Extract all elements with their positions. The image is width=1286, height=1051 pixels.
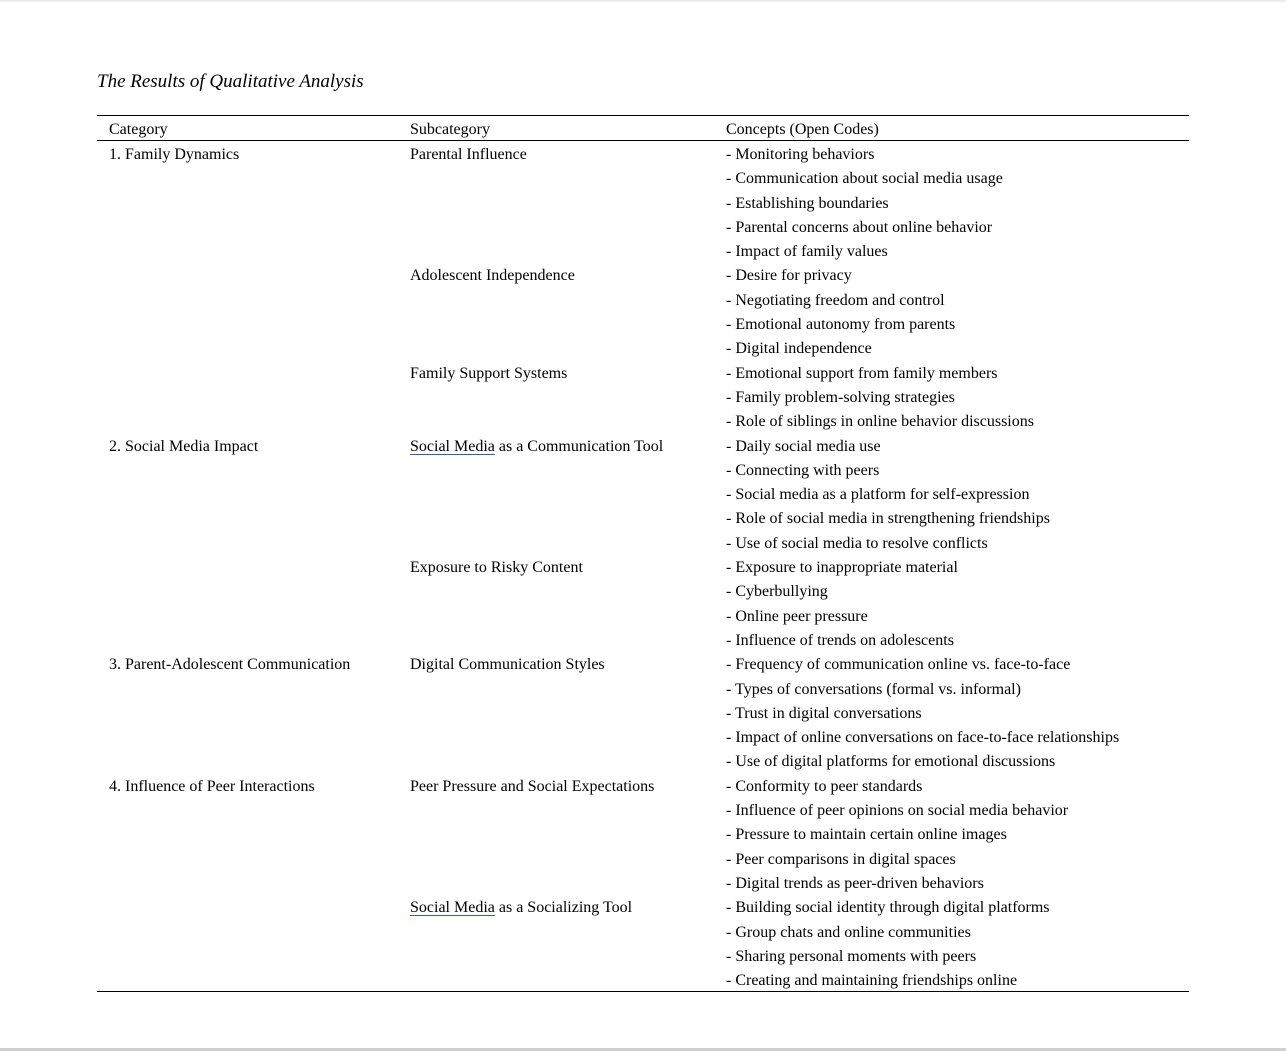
table-row: [0, 581, 1286, 605]
table-row: [0, 654, 1286, 678]
table-row: [0, 168, 1286, 192]
header-rule: [97, 140, 1189, 141]
concept-cell: - Role of social media in strengthening friendships: [726, 510, 1050, 528]
subcategory-cell: Exposure to Risky Content: [410, 559, 583, 577]
spellcheck-underlined-text[interactable]: Social Media: [410, 437, 495, 455]
concept-cell: - Establishing boundaries: [726, 194, 889, 212]
header-category: Category: [109, 121, 168, 138]
concept-cell: - Impact of family values: [726, 243, 888, 261]
concept-cell: - Influence of trends on adolescents: [726, 631, 954, 649]
table-row: [0, 800, 1286, 824]
subcategory-cell: Adolescent Independence: [410, 267, 575, 285]
header-subcategory: Subcategory: [410, 121, 490, 138]
table-row: [0, 314, 1286, 338]
table-body: [0, 144, 1286, 994]
table-row: [0, 824, 1286, 848]
table-row: [0, 533, 1286, 557]
concept-cell: - Digital independence: [726, 340, 872, 358]
table-row: [0, 557, 1286, 581]
category-cell: 1. Family Dynamics: [109, 146, 240, 163]
table-row: [0, 241, 1286, 265]
table-row: [0, 679, 1286, 703]
table-row: [0, 144, 1286, 168]
concept-cell: - Communication about social media usage: [726, 170, 1003, 188]
subcategory-cell: Peer Pressure and Social Expectations: [410, 777, 655, 795]
table-row: [0, 508, 1286, 532]
concept-cell: - Role of siblings in online behavior discussions: [726, 413, 1034, 431]
concept-cell: - Social media as a platform for self-expression: [726, 486, 1030, 504]
table-row: [0, 630, 1286, 654]
table-row: [0, 363, 1286, 387]
concept-cell: - Cyberbullying: [726, 583, 828, 601]
subcategory-cell: Digital Communication Styles: [410, 656, 605, 674]
table-row: [0, 460, 1286, 484]
concept-cell: - Sharing personal moments with peers: [726, 947, 977, 965]
table-row: [0, 897, 1286, 921]
table-bottom-rule: [97, 991, 1189, 992]
subcategory-text: as a Communication Tool: [494, 437, 664, 455]
table-row: [0, 776, 1286, 800]
concept-cell: - Emotional autonomy from parents: [726, 316, 956, 334]
table-row: [0, 751, 1286, 775]
concept-cell: - Online peer pressure: [726, 607, 868, 625]
table-row: [0, 946, 1286, 970]
category-cell: 2. Social Media Impact: [109, 437, 259, 455]
table-row: [0, 484, 1286, 508]
concept-cell: - Emotional support from family members: [726, 364, 998, 382]
concept-cell: - Peer comparisons in digital spaces: [726, 850, 956, 868]
subcategory-cell: [410, 436, 663, 458]
category-cell: 3. Parent-Adolescent Communication: [109, 656, 351, 674]
table-row: [0, 727, 1286, 751]
header-concepts: Concepts (Open Codes): [726, 121, 879, 138]
table-row: [0, 436, 1286, 460]
concept-cell: - Desire for privacy: [726, 267, 852, 285]
table-top-rule: [97, 115, 1189, 116]
table-row: [0, 290, 1286, 314]
concept-cell: - Conformity to peer standards: [726, 777, 923, 795]
concept-cell: - Negotiating freedom and control: [726, 291, 945, 309]
concept-cell: - Trust in digital conversations: [726, 704, 922, 722]
concept-cell: - Creating and maintaining friendships online: [726, 972, 1018, 990]
concept-cell: - Daily social media use: [726, 437, 881, 455]
concept-cell: - Digital trends as peer-driven behaviors: [726, 874, 984, 892]
table-row: [0, 703, 1286, 727]
table-row: [0, 338, 1286, 362]
concept-cell: - Building social identity through digital platforms: [726, 899, 1050, 917]
subcategory-text: as a Socializing Tool: [494, 899, 633, 917]
subcategory-cell: Parental Influence: [410, 146, 527, 163]
category-cell: 4. Influence of Peer Interactions: [109, 777, 315, 795]
table-row: [0, 411, 1286, 435]
concept-cell: - Use of social media to resolve conflicts: [726, 534, 988, 552]
subcategory-cell: [410, 897, 632, 919]
concept-cell: - Family problem-solving strategies: [726, 388, 955, 406]
concept-cell: - Connecting with peers: [726, 461, 880, 479]
table-row: [0, 217, 1286, 241]
table-row: [0, 922, 1286, 946]
concept-cell: - Exposure to inappropriate material: [726, 559, 958, 577]
concept-cell: - Types of conversations (formal vs. informal): [726, 680, 1021, 698]
table-row: [0, 387, 1286, 411]
table-caption: The Results of Qualitative Analysis: [97, 71, 364, 92]
table-row: [0, 193, 1286, 217]
table-row: [0, 265, 1286, 289]
table-row: [0, 606, 1286, 630]
concept-cell: - Parental concerns about online behavior: [726, 218, 993, 236]
concept-cell: - Use of digital platforms for emotional discussions: [726, 753, 1056, 771]
table-row: [0, 873, 1286, 897]
concept-cell: - Frequency of communication online vs. face-to-face: [726, 656, 1071, 674]
concept-cell: - Impact of online conversations on face-to-face relationships: [726, 729, 1120, 747]
concept-cell: - Monitoring behaviors: [726, 146, 875, 163]
concept-cell: - Pressure to maintain certain online images: [726, 826, 1007, 844]
spellcheck-underlined-text[interactable]: Social Media: [410, 899, 495, 917]
table-row: [0, 849, 1286, 873]
window-top-edge: [0, 0, 1286, 3]
subcategory-cell: Family Support Systems: [410, 364, 568, 382]
concept-cell: - Group chats and online communities: [726, 923, 971, 941]
concept-cell: - Influence of peer opinions on social media behavior: [726, 802, 1069, 820]
